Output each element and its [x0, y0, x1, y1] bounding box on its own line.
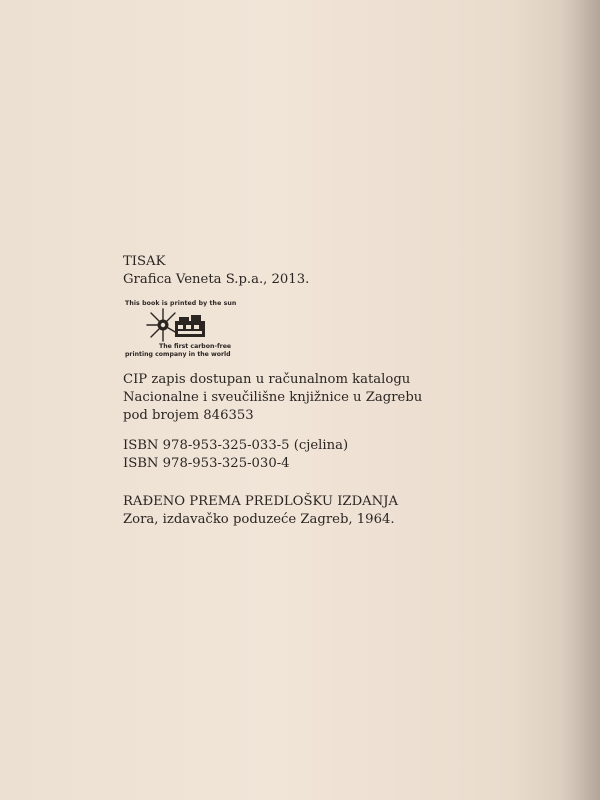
logo-bottom-line-2: printing company in the world — [125, 350, 231, 358]
logo-top-text: This book is printed by the sun — [125, 300, 237, 307]
isbn-set: ISBN 978-953-325-033-5 (cjelina) — [123, 438, 349, 453]
cip-line-2: Nacionalne i sveučilišne knjižnice u Zagrebu — [123, 390, 423, 405]
logo-bottom-line-1: The first carbon-free — [159, 343, 232, 350]
isbn-volume: ISBN 978-953-325-030-4 — [123, 456, 290, 471]
edition-source: Zora, izdavačko poduzeće Zagreb, 1964. — [123, 512, 395, 527]
printer-name: Grafica Veneta S.p.a., 2013. — [123, 272, 310, 287]
logo-bottom-text — [125, 343, 245, 358]
cip-line-1: CIP zapis dostupan u računalnom katalogu — [123, 372, 411, 387]
edition-heading: RAĐENO PREMA PREDLOŠKU IZDANJA — [123, 494, 399, 509]
printed-by-the-sun-logo — [123, 295, 263, 363]
sun-printer-icon — [141, 305, 213, 345]
colophon-block — [123, 253, 563, 529]
print-heading: TISAK — [123, 254, 166, 269]
cip-line-3: pod brojem 846353 — [123, 408, 254, 423]
page-gutter-shadow — [560, 0, 600, 800]
